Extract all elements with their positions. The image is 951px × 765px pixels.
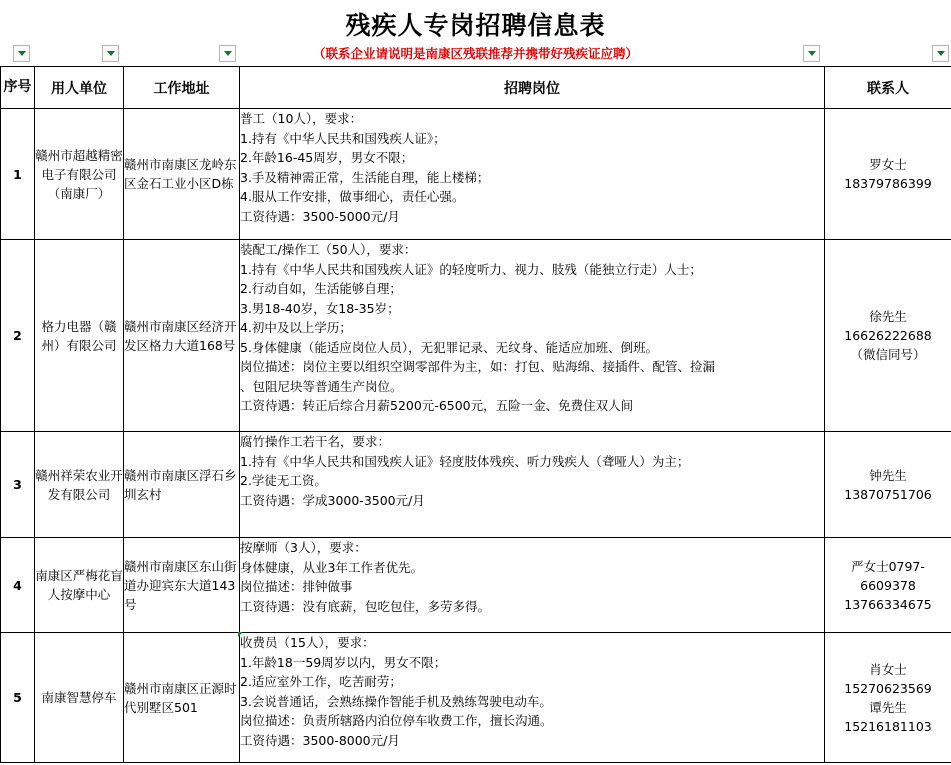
filter-dropdown-icon[interactable] <box>102 45 119 62</box>
filter-dropdown-icon[interactable] <box>932 45 949 62</box>
header-employer[interactable]: 用人单位 <box>35 67 124 109</box>
cell-address[interactable]: 赣州市南康区经济开发区格力大道168号 <box>124 240 240 432</box>
cell-employer[interactable]: 格力电器（赣州）有限公司 <box>35 240 124 432</box>
contact-line: （微信同号） <box>850 347 926 362</box>
position-line: 腐竹操作工若干名，要求： <box>240 434 391 449</box>
filter-dropdown-icon[interactable] <box>803 45 820 62</box>
contact-line: 罗女士 <box>869 157 907 172</box>
position-line: 3.男18-40岁，女18-35岁； <box>240 300 400 316</box>
position-line: 工资待遇：3500-5000元/月 <box>240 208 400 224</box>
position-line: 工资待遇：学成3000-3500元/月 <box>240 492 425 508</box>
contact-line: 18379786399 <box>844 176 932 191</box>
position-line: 2.适应室外工作，吃苦耐劳； <box>240 674 402 689</box>
cell-address[interactable]: 赣州市南康区东山街道办迎宾东大道143号 <box>124 538 240 633</box>
cell-address[interactable]: 赣州市南康区浮石乡圳玄村 <box>124 432 240 538</box>
position-line: 1.持有《中华人民共和国残疾人证》的轻度听力、视力、肢残（能独立行走）人士； <box>240 261 702 277</box>
filter-dropdown-icon[interactable] <box>13 45 30 62</box>
recruitment-table <box>0 66 951 763</box>
header-contact[interactable]: 联系人 <box>825 67 951 109</box>
position-line: 收费员（15人），要求： <box>240 635 375 650</box>
position-line: 岗位描述：负责所辖路内泊位停车收费工作，擅长沟通。 <box>240 713 553 728</box>
position-line: 、包阻尼块等普通生产岗位。 <box>240 378 403 394</box>
position-line: 3.手及精神需正常，生活能自理，能上楼梯； <box>240 169 490 185</box>
table-row <box>1 109 951 240</box>
cell-seq[interactable]: 1 <box>1 109 35 240</box>
position-line: 工资待遇：转正后综合月薪5200元-6500元，五险一金、免费住双人间 <box>240 398 634 413</box>
position-line: 按摩师（3人），要求： <box>240 540 367 555</box>
position-line: 4.初中及以上学历； <box>240 320 352 335</box>
position-line: 2.行动自如，生活能够自理； <box>240 281 402 296</box>
position-line: 1.持有《中华人民共和国残疾人证》； <box>240 130 446 146</box>
position-line: 工资待遇：没有底薪，包吃包住，多劳多得。 <box>240 598 491 614</box>
contact-line: 13766334675 <box>844 596 932 612</box>
cell-seq[interactable]: 5 <box>1 633 35 763</box>
sheet-title: 残疾人专岗招聘信息表 <box>345 11 606 40</box>
cell-position[interactable] <box>240 240 825 432</box>
cell-seq[interactable]: 2 <box>1 240 35 432</box>
contact-line: 13870751706 <box>844 486 932 502</box>
position-line: 装配工/操作工（50人），要求： <box>240 242 417 257</box>
contact-line: 谭先生 <box>869 699 907 715</box>
header-seq[interactable]: 序号 <box>1 67 35 109</box>
table-row <box>1 432 951 538</box>
position-line: 5.身体健康（能适应岗位人员），无犯罪记录、无纹身、能适应加班、倒班。 <box>240 339 659 355</box>
position-line: 1.年龄18一59周岁以内，男女不限； <box>240 654 447 670</box>
cell-contact[interactable] <box>825 633 951 763</box>
header-row <box>1 67 951 109</box>
position-line: 2.年龄16-45周岁，男女不限； <box>240 150 414 165</box>
cell-position[interactable] <box>240 109 825 240</box>
cell-position[interactable] <box>240 633 825 763</box>
position-line: 工资待遇：3500-8000元/月 <box>240 732 400 748</box>
table-row <box>1 538 951 633</box>
position-line: 4.服从工作安排，做事细心，责任心强。 <box>240 189 465 204</box>
cell-position[interactable] <box>240 538 825 633</box>
cell-employer[interactable]: 南康智慧停车 <box>35 633 124 763</box>
filter-dropdown-icon[interactable] <box>219 45 236 62</box>
position-line: 2.学徒无工资。 <box>240 473 327 488</box>
contact-line: 徐先生 <box>869 309 907 324</box>
position-line: 3.会说普通话，会熟练操作智能手机及熟练驾驶电动车。 <box>240 693 552 709</box>
comment-marker-icon <box>238 632 243 637</box>
contact-line: 16626222688 <box>844 328 932 343</box>
cell-seq[interactable]: 4 <box>1 538 35 633</box>
cell-contact[interactable] <box>825 432 951 538</box>
contact-line: 肖女士 <box>869 661 907 677</box>
cell-employer[interactable]: 赣州祥荣农业开发有限公司 <box>35 432 124 538</box>
cell-contact[interactable] <box>825 109 951 240</box>
contact-line: 钟先生 <box>869 467 907 483</box>
cell-employer[interactable]: 赣州市超越精密电子有限公司（南康厂） <box>35 109 124 240</box>
table-row <box>1 240 951 432</box>
cell-address[interactable]: 赣州市南康区正源时代别墅区501 <box>124 633 240 763</box>
contact-line: 15270623569 <box>844 680 932 696</box>
header-address[interactable]: 工作地址 <box>124 67 240 109</box>
cell-contact[interactable] <box>825 240 951 432</box>
position-line: 岗位描述：排钟做事 <box>240 579 353 594</box>
contact-line: 15216181103 <box>844 718 932 734</box>
position-line: 身体健康，从业3年工作者优先。 <box>240 559 423 575</box>
cell-address[interactable]: 赣州市南康区龙岭东区金石工业小区D栋 <box>124 109 240 240</box>
header-position[interactable]: 招聘岗位 <box>240 67 825 109</box>
cell-contact[interactable] <box>825 538 951 633</box>
position-line: 普工（10人），要求： <box>240 111 363 126</box>
cell-position[interactable] <box>240 432 825 538</box>
table-row <box>1 633 951 763</box>
sheet-subtitle: （联系企业请说明是南康区残联推荐并携带好残疾证应聘） <box>312 46 638 61</box>
contact-line: 严女士0797- <box>851 558 925 574</box>
cell-seq[interactable]: 3 <box>1 432 35 538</box>
cell-employer[interactable]: 南康区严梅花盲人按摩中心 <box>35 538 124 633</box>
position-line: 岗位描述：岗位主要以组织空调零部件为主，如：打包、贴海绵、接插件、配管、捡漏 <box>240 359 716 374</box>
contact-line: 6609378 <box>860 577 916 593</box>
position-line: 1.持有《中华人民共和国残疾人证》轻度肢体残疾、听力残疾人（聋哑人）为主； <box>240 453 690 469</box>
